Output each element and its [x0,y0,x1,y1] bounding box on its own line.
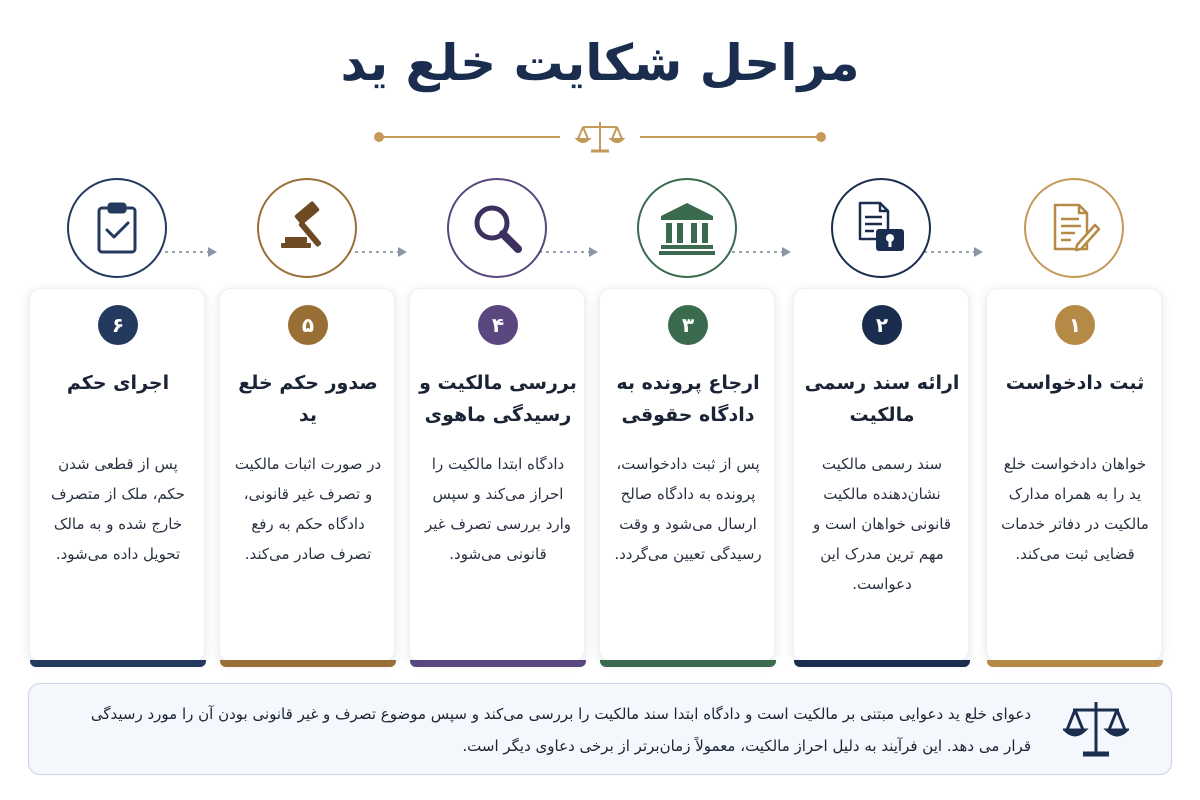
info-note-text: دعوای خلع ید دعوایی مبتنی بر مالکیت است و دادگاه ابتدا سند مالکیت را بررسی می‌کند و سپس موضوع تصرف و غیر قانونی بودن آن را مورد رسیدگی قرار می دهد. این فرآیند به دلیل احراز مالکیت، معمولاً زمان‌برتر از برخی دعاوی دیگر است. [90,705,1031,755]
step-1-number: ۱ [1055,305,1095,345]
step-1-icon-circle [1024,178,1124,278]
step-2-icon-circle [831,178,931,278]
step-5-description: در صورت اثبات مالکیت و تصرف غیر قانونی، دادگاه حکم به رفع تصرف صادر می‌کند. [234,455,382,563]
step-4-title: بررسی مالکیت و رسیدگی ماهوی [419,372,577,426]
step-4-description: دادگاه ابتدا مالکیت را احراز می‌کند و سپس وارد بررسی تصرف غیر قانونی می‌شود. [424,455,572,563]
scales-icon [573,120,627,154]
step-6 [29,178,205,668]
step-3 [599,178,775,668]
title-divider [374,120,826,154]
divider-line [640,136,820,138]
step-3-description: پس از ثبت دادخواست، پرونده به دادگاه صالح ارسال می‌شود و وقت رسیدگی تعیین می‌گردد. [614,455,762,563]
step-2-number: ۲ [862,305,902,345]
step-2-card [793,288,969,662]
courthouse-icon [657,199,717,257]
step-4-icon-circle [447,178,547,278]
step-6-accent-bar [30,660,206,667]
step-2-accent-bar [794,660,970,667]
step-1-card [986,288,1162,662]
magnifier-icon [468,199,526,257]
step-4-accent-bar [410,660,586,667]
step-6-icon-circle [67,178,167,278]
step-1-accent-bar [987,660,1163,667]
step-1 [986,178,1162,668]
step-5-number: ۵ [288,305,328,345]
step-6-card [29,288,205,662]
step-5-title: صدور حکم خلع ید [238,372,378,426]
page-title: مراحل شکایت خلع ید [340,34,860,92]
step-1-description: خواهان دادخواست خلع ید را به همراه مدارک مالکیت در دفاتر خدمات قضایی ثبت می‌کند. [1001,455,1149,563]
step-4-card [409,288,585,662]
document-key-icon [852,199,910,257]
clipboard-check-icon [88,199,146,257]
step-6-description: پس از قطعی شدن حکم، ملک از متصرف خارج شده و به مالک تحویل داده می‌شود. [51,455,185,563]
step-1-title: ثبت دادخواست [1005,372,1145,394]
step-3-accent-bar [600,660,776,667]
step-5 [219,178,395,668]
divider-dot [816,132,826,142]
steps-row [0,178,1200,668]
gavel-icon [277,199,337,257]
step-6-title: اجرای حکم [66,372,170,394]
step-3-card [599,288,775,662]
step-4-number: ۴ [478,305,518,345]
info-note [28,683,1172,775]
step-4 [409,178,585,668]
step-5-accent-bar [220,660,396,667]
step-2 [793,178,969,668]
divider-line [380,136,560,138]
step-5-icon-circle [257,178,357,278]
scales-icon [1063,698,1129,760]
document-pen-icon [1045,199,1103,257]
step-2-title: ارائه سند رسمی مالکیت [804,372,960,426]
step-3-number: ۳ [668,305,708,345]
step-6-number: ۶ [98,305,138,345]
step-2-description: سند رسمی مالکیت نشان‌دهنده مالکیت قانونی خواهان است و مهم ترین مدرک این دعواست. [812,455,952,593]
step-5-card [219,288,395,662]
step-3-title: ارجاع پرونده به دادگاه حقوقی [616,372,760,426]
step-3-icon-circle [637,178,737,278]
